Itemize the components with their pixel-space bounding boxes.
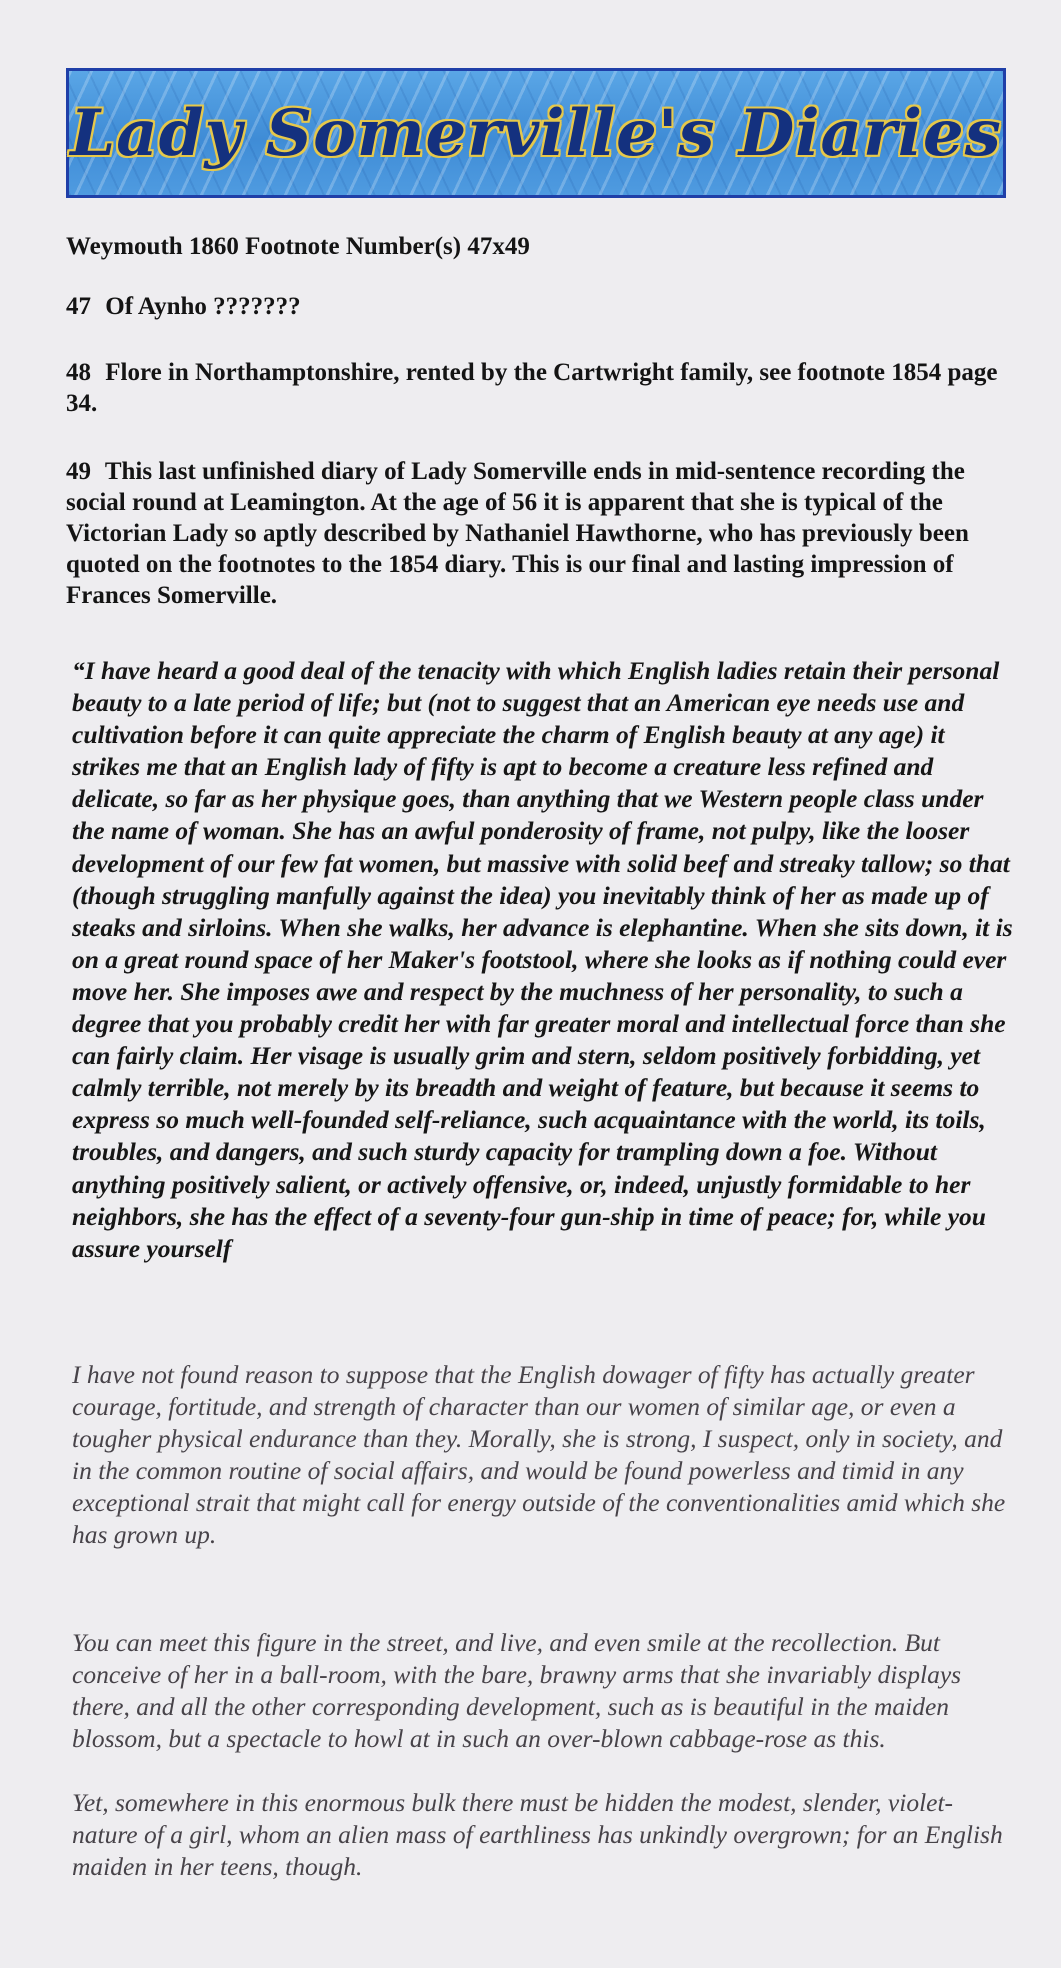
footnote-number: 48 (66, 359, 91, 386)
footnote-text: This last unfinished diary of Lady Somerville ends in mid-sentence recording the social round at Leamington. At the age of 56 it is apparent that she is typical of the Victorian Lady so aptly described by Nathaniel Hawthorne, who has previously been quoted on the footnotes to the 1854 diary. This is our final and lasting impression of Frances Somerville. (66, 458, 969, 609)
footnote-text: Flore in Northamptonshire, rented by the Cartwright family, see footnote 1854 page 34. (66, 359, 998, 417)
footnote-49 (66, 456, 1016, 611)
footnote-number: 49 (66, 458, 91, 485)
hawthorne-quote-part-1 (72, 655, 1017, 1265)
quote-paragraph: I have not found reason to suppose that the English dowager of fifty has actually greater courage, fortitude, and strength of character than our women of similar age, or even a tougher physical endurance than they. Morally, she is strong, I suspect, only in society, and in the common routine of social affairs, and would be found powerless and timid in any exceptional strait that might call for energy outside of the conventionalities amid which she has grown up. (72, 1360, 1006, 1550)
quote-paragraph: “I have heard a good deal of the tenacity with which English ladies retain their personal beauty to a late period of life; but (not to suggest that an American eye needs use and cultivation before it can quite appreciate the charm of English beauty at any age) it strikes me that an English lady of fifty is apt to become a creature less refined and delicate, so far as her physique goes, than anything that we Western people class under the name of woman. She has an awful ponderosity of frame, not pulpy, like the looser development of our few fat women, but massive with solid beef and streaky tallow; so that (though struggling manfully against the idea) you inevitably think of her as made up of steaks and sirloins. When she walks, her advance is elephantine. When she sits down, it is on a great round space of her Maker's footstool, where she looks as if nothing could ever move her. She imposes awe and respect by the muchness of her personality, to such a degree that you probably credit her with far greater moral and intellectual force than she can fairly claim. Her visage is usually grim and stern, seldom positively forbidding, yet calmly terrible, not merely by its breadth and weight of feature, but because it seems to express so much well-founded self-reliance, such acquaintance with the world, its toils, troubles, and dangers, and such sturdy capacity for trampling down a foe. Without anything positively salient, or actively offensive, or, indeed, unjustly formidable to her neighbors, she has the effect of a seventy-four gun-ship in time of peace; for, while you assure yourself (72, 656, 1013, 1263)
footnote-47 (66, 291, 1016, 322)
hawthorne-quote-part-3 (72, 1627, 1017, 1755)
hawthorne-quote-part-4 (72, 1787, 1017, 1883)
footnote-text: Of Aynho ??????? (105, 293, 301, 320)
footnote-48 (66, 357, 1016, 419)
footnote-number: 47 (66, 293, 91, 320)
quote-paragraph: Yet, somewhere in this enormous bulk there must be hidden the modest, slender, violet-nature of a girl, whom an alien mass of earthliness has unkindly overgrown; for an English maiden in her teens, though. (72, 1788, 1003, 1882)
title-banner (66, 68, 1006, 198)
page-heading: Weymouth 1860 Footnote Number(s) 47x49 (66, 233, 530, 260)
banner-title: Lady Somerville's Diaries (70, 95, 1002, 171)
quote-paragraph: You can meet this figure in the street, and live, and even smile at the recollection. But conceive of her in a ball-room, with the bare, brawny arms that she invariably displays there, and all the other corresponding development, such as is beautiful in the maiden blossom, but a spectacle to howl at in such an over-blown cabbage-rose as this. (72, 1628, 962, 1754)
hawthorne-quote-part-2 (72, 1359, 1017, 1552)
